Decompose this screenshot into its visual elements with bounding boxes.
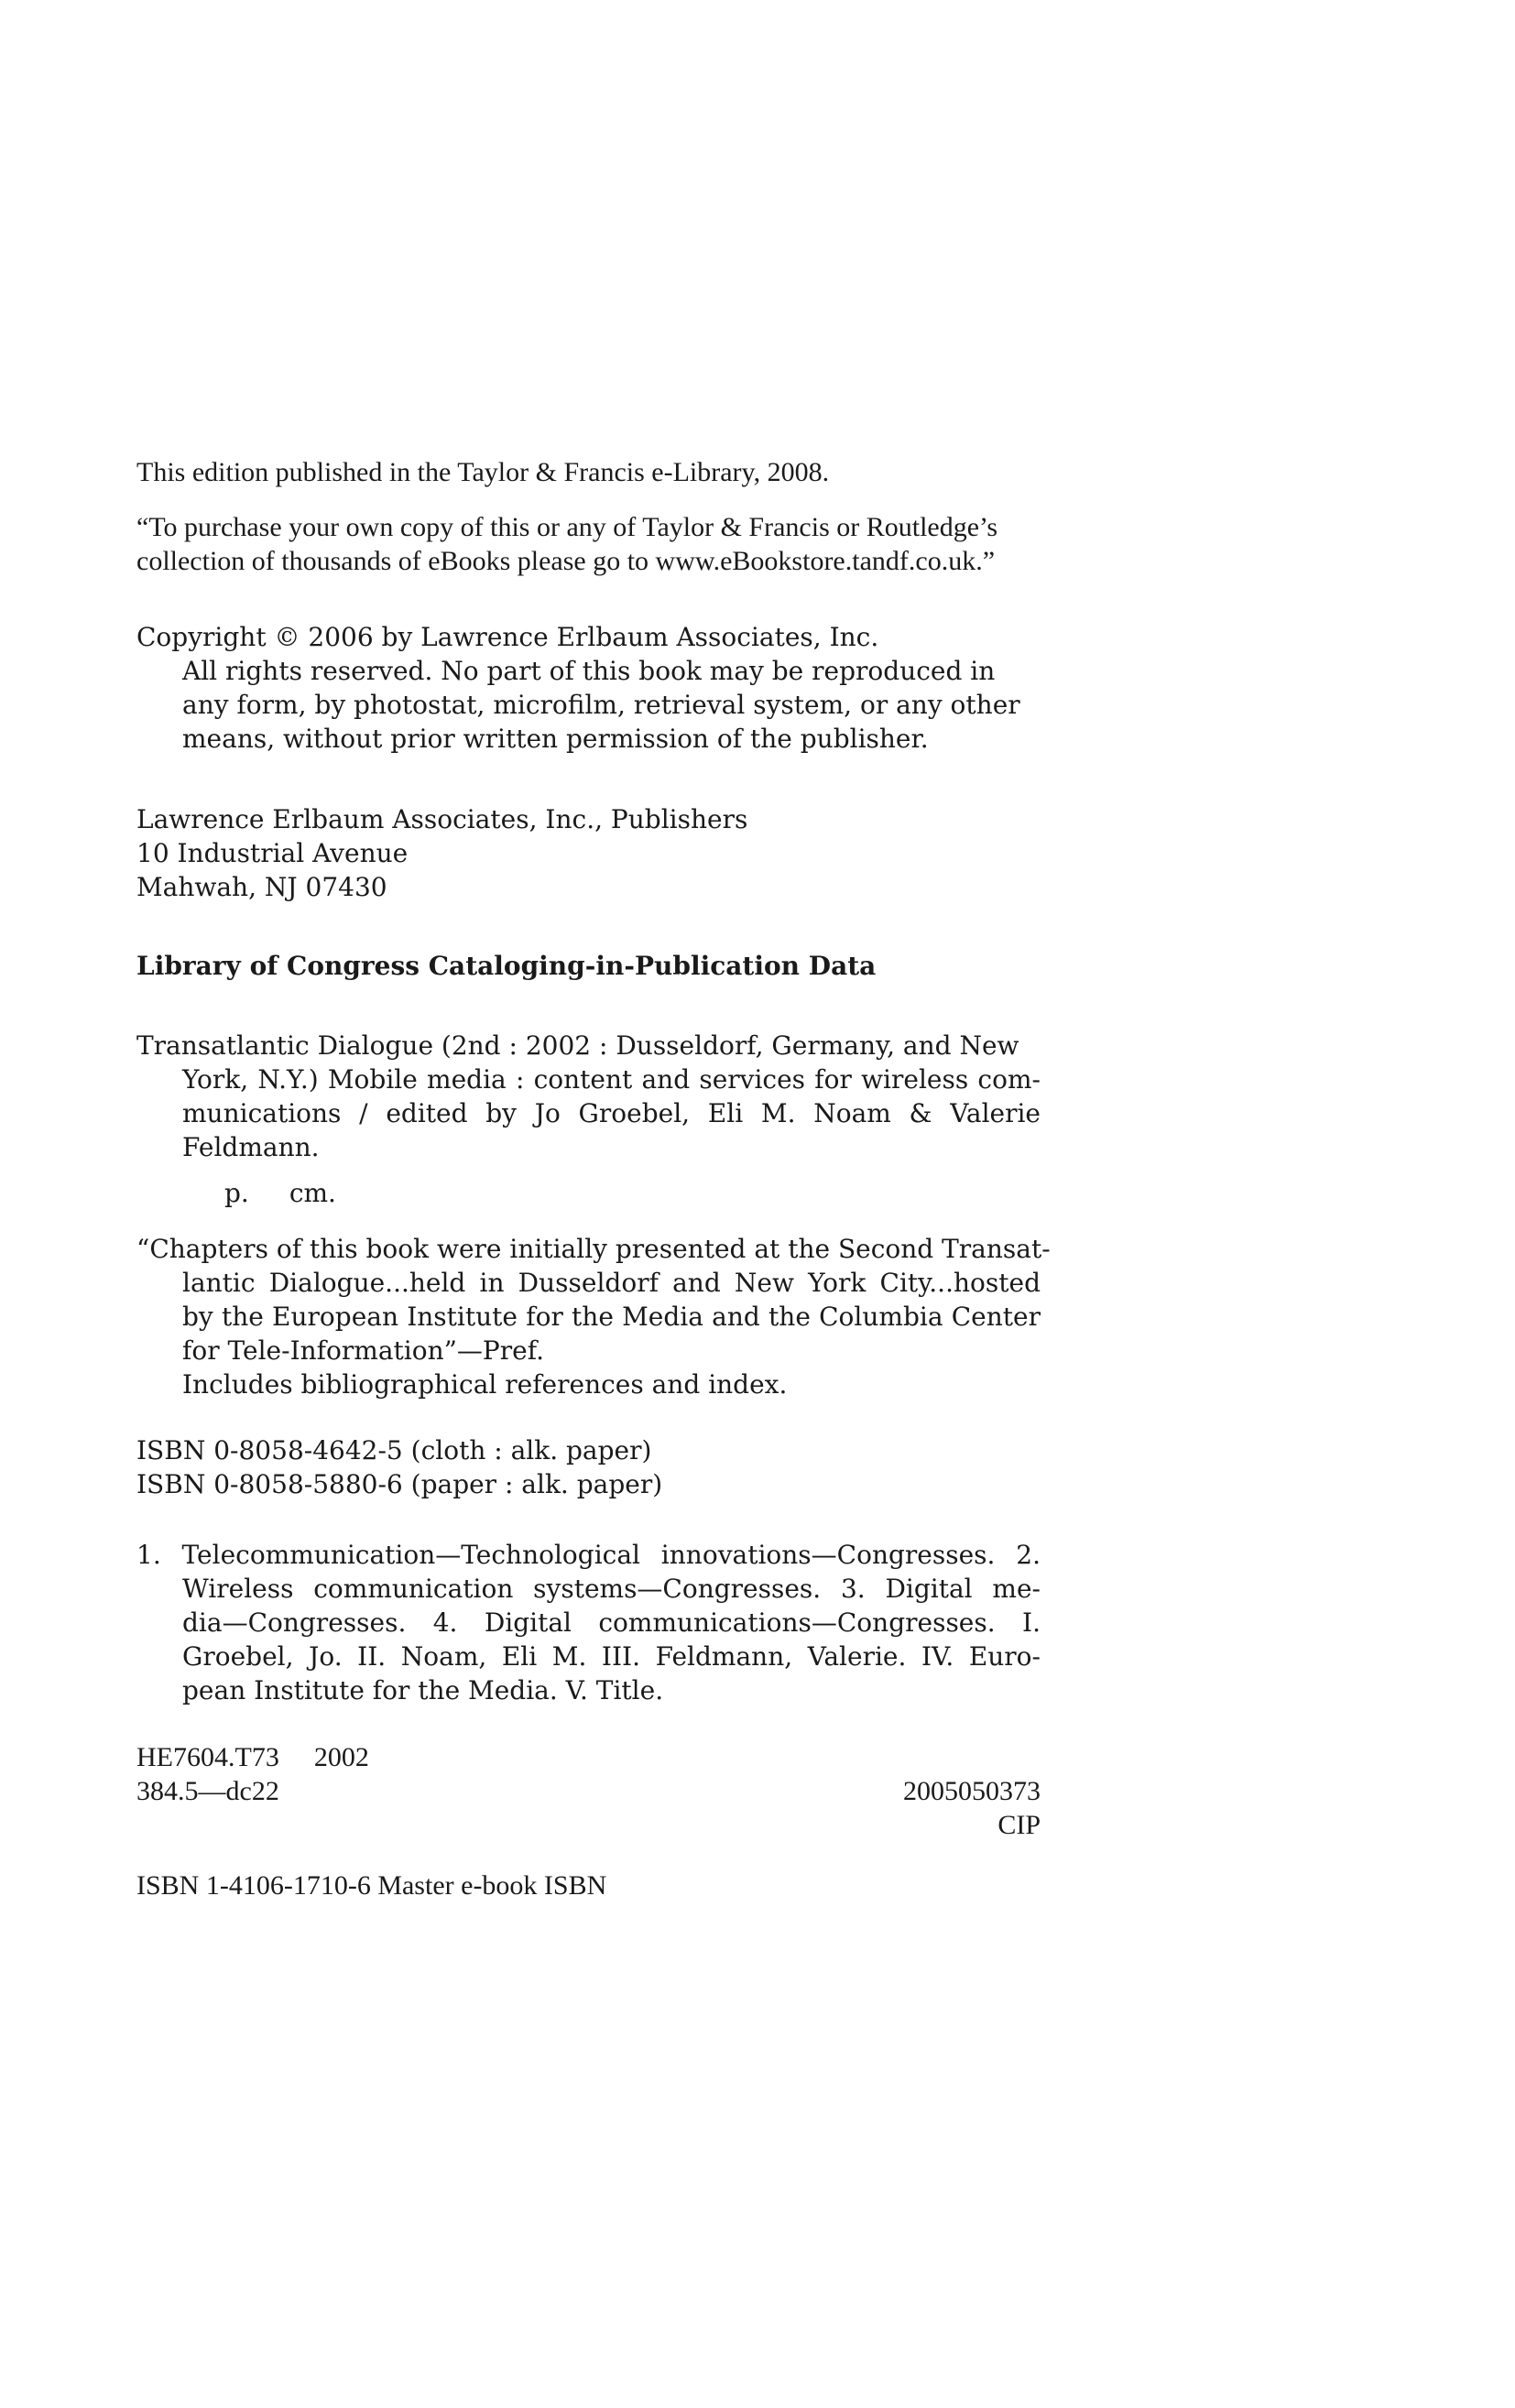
isbn-paper: ISBN 0-8058-5880-6 (paper : alk. paper) <box>136 1469 663 1499</box>
purchase-notice <box>136 510 1043 578</box>
rights-line-1: All rights reserved. No part of this book may be reproduced in <box>182 656 996 686</box>
purchase-line-1: “To purchase your own copy of this or any of Taylor & Francis or Routledge’s <box>136 512 998 542</box>
rights-line-2: any form, by photostat, microfilm, retrieval system, or any other <box>182 690 1020 720</box>
subjects-line-2: Wireless communication systems—Congresses. 3. Digital me- <box>182 1574 1041 1604</box>
edition-line: This edition published in the Taylor & Francis e-Library, 2008. <box>136 457 830 487</box>
cip-isbn-block <box>136 1433 1043 1501</box>
publisher-city: Mahwah, NJ 07430 <box>136 872 387 902</box>
main-entry-line-2: York, N.Y.) Mobile media : content and services for wireless com- <box>182 1064 1041 1095</box>
edition-notice <box>136 455 1043 489</box>
copyright-line: Copyright © 2006 by Lawrence Erlbaum Associates, Inc. <box>136 622 879 652</box>
lc-year: 2002 <box>313 1742 369 1772</box>
isbn-cloth: ISBN 0-8058-4642-5 (cloth : alk. paper) <box>136 1435 652 1466</box>
subjects-line-4: Groebel, Jo. II. Noam, Eli M. III. Feldmann, Valerie. IV. Euro- <box>182 1641 1041 1672</box>
publisher-address <box>136 802 1043 904</box>
purchase-line-2: collection of thousands of eBooks please go to www.eBookstore.tandf.co.uk.” <box>136 546 996 576</box>
publisher-street: 10 Industrial Avenue <box>136 838 409 868</box>
main-entry-line-3: munications / edited by Jo Groebel, Eli M. Noam & Valerie <box>182 1098 1041 1128</box>
main-entry-line-1: Transatlantic Dialogue (2nd : 2002 : Dusseldorf, Germany, and New <box>136 1030 1019 1061</box>
dewey-class: 384.5—dc22 <box>136 1776 279 1806</box>
cip-pages-line <box>136 1176 1043 1210</box>
copyright-block <box>136 620 1043 756</box>
lccn: 2005050373 <box>903 1776 1041 1806</box>
cip-heading: Library of Congress Cataloging-in-Publication Data <box>136 951 877 981</box>
cip-label: CIP <box>997 1810 1041 1840</box>
note-line-1: “Chapters of this book were initially presented at the Second Transat- <box>136 1234 1051 1264</box>
cip-classification <box>136 1740 1041 1842</box>
rights-line-3: means, without prior written permission of the publisher. <box>182 724 929 754</box>
publisher-name: Lawrence Erlbaum Associates, Inc., Publishers <box>136 804 748 834</box>
pages-cm: cm. <box>289 1178 336 1208</box>
cip-subjects <box>136 1538 1041 1707</box>
note-line-2: lantic Dialogue...held in Dusseldorf and New York City...hosted <box>182 1268 1041 1298</box>
subjects-line-5: pean Institute for the Media. V. Title. <box>182 1675 664 1705</box>
main-entry-line-4: Feldmann. <box>182 1132 320 1162</box>
lc-class: HE7604.T73 <box>136 1742 279 1772</box>
subjects-line-3: dia—Congresses. 4. Digital communications—Congresses. I. <box>182 1607 1041 1638</box>
bibliography-note: Includes bibliographical references and index. <box>182 1369 788 1400</box>
pages-p: p. <box>224 1178 249 1208</box>
master-isbn: ISBN 1-4106-1710-6 Master e-book ISBN <box>136 1870 607 1901</box>
cip-main-entry <box>136 1029 1041 1164</box>
note-line-3: by the European Institute for the Media and the Columbia Center <box>182 1302 1041 1332</box>
note-line-4: for Tele-Information”—Pref. <box>182 1335 544 1366</box>
cip-note <box>136 1232 1051 1401</box>
subjects-line-1: 1. Telecommunication—Technological innovations—Congresses. 2. <box>136 1540 1041 1570</box>
